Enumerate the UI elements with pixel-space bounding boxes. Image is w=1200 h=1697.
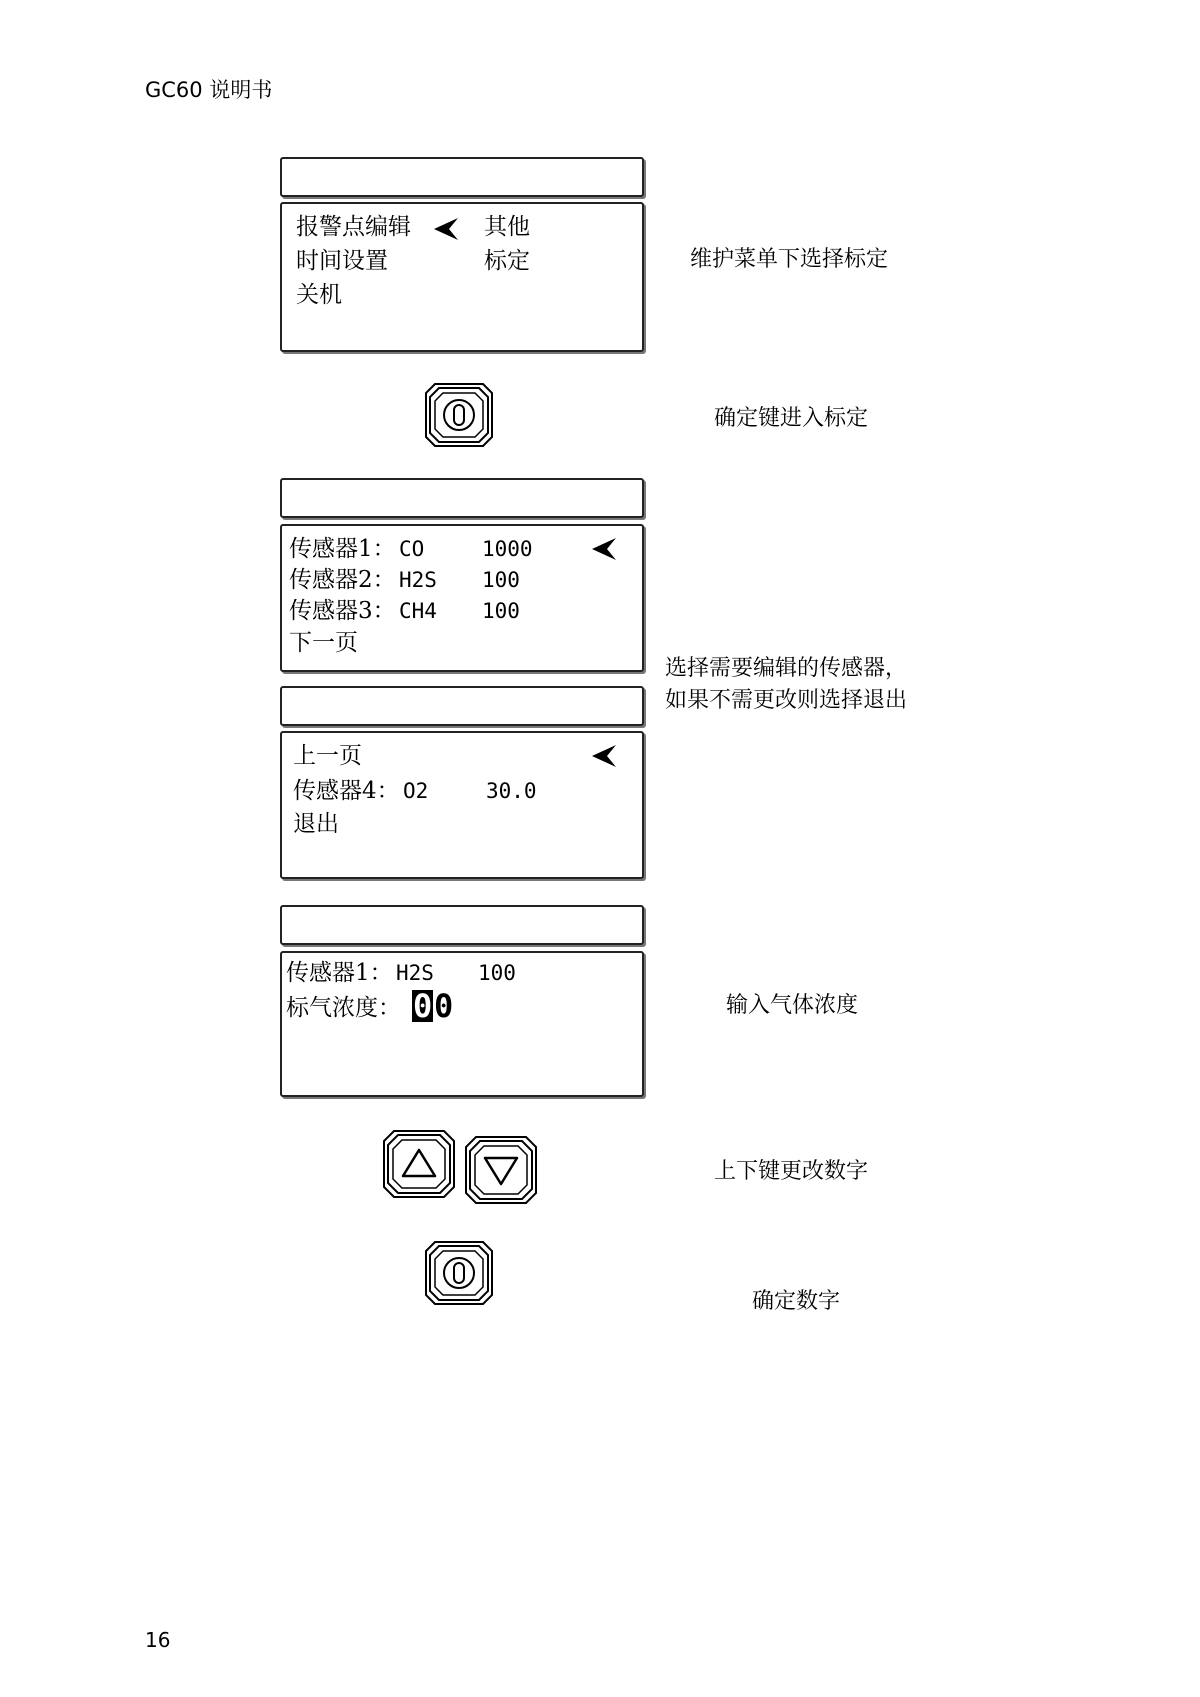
next-digit: 0 <box>434 987 454 1025</box>
desc-select-sensor-line2: 如果不需更改则选择退出 <box>665 688 908 713</box>
ok-button-key-icon <box>425 1241 493 1305</box>
lcd-sensor-list-page1 <box>280 524 644 672</box>
calib-concentration-label: 标气浓度： <box>286 995 401 1021</box>
desc-change-digits: 上下键更改数字 <box>714 1159 869 1184</box>
ok-button-key-icon <box>425 383 493 447</box>
prev-page-item: 上一页 <box>293 743 362 769</box>
lcd-title-bar <box>280 905 644 945</box>
lcd-maintenance-menu <box>280 202 644 352</box>
desc-enter-calibration: 确定键进入标定 <box>714 406 869 431</box>
lcd-sensor-list-page2 <box>280 731 644 879</box>
sensor-2-gas: H2S <box>399 568 437 592</box>
sensor-1-gas: CO <box>399 537 425 561</box>
down-triangle-key-icon <box>465 1136 537 1204</box>
desc-select-calibration: 维护菜单下选择标定 <box>690 247 889 272</box>
left-arrow-cursor-icon <box>592 745 616 767</box>
sensor-1-label: 传感器1： <box>289 536 396 562</box>
selected-digit: 0 <box>413 987 433 1025</box>
sensor-2-value: 100 <box>482 568 520 592</box>
menu-item-alarm-edit: 报警点编辑 <box>296 214 411 240</box>
calib-sensor-value: 100 <box>478 961 516 985</box>
sensor-2-label: 传感器2： <box>289 567 396 593</box>
calib-sensor-gas: H2S <box>396 961 434 985</box>
document-header: GC60 说明书 <box>145 78 273 102</box>
exit-item: 退出 <box>293 811 339 837</box>
lcd-calibration-input <box>280 951 644 1097</box>
sensor-3-label: 传感器3： <box>289 598 396 624</box>
left-arrow-cursor-icon <box>434 218 458 240</box>
menu-item-time-settings: 时间设置 <box>296 248 388 274</box>
sensor-4-gas: O2 <box>403 779 429 803</box>
left-arrow-cursor-icon <box>592 538 616 560</box>
sensor-1-value: 1000 <box>482 537 533 561</box>
sensor-4-value: 30.0 <box>486 779 537 803</box>
calib-sensor-label: 传感器1： <box>286 960 393 986</box>
desc-select-sensor-line1: 选择需要编辑的传感器， <box>665 656 908 681</box>
desc-enter-concentration: 输入气体浓度 <box>726 993 859 1018</box>
sensor-3-value: 100 <box>482 599 520 623</box>
lcd-title-bar <box>280 157 644 197</box>
lcd-title-bar <box>280 478 644 518</box>
lcd-title-bar <box>280 686 644 726</box>
menu-item-calibration: 标定 <box>484 248 530 274</box>
desc-confirm-digits: 确定数字 <box>752 1289 841 1314</box>
up-triangle-key-icon <box>383 1130 455 1198</box>
menu-item-other: 其他 <box>484 214 530 240</box>
page-number: 16 <box>145 1628 171 1652</box>
next-page-item: 下一页 <box>289 630 358 656</box>
sensor-3-gas: CH4 <box>399 599 437 623</box>
sensor-4-label: 传感器4： <box>293 778 400 804</box>
menu-item-shutdown: 关机 <box>296 282 342 308</box>
